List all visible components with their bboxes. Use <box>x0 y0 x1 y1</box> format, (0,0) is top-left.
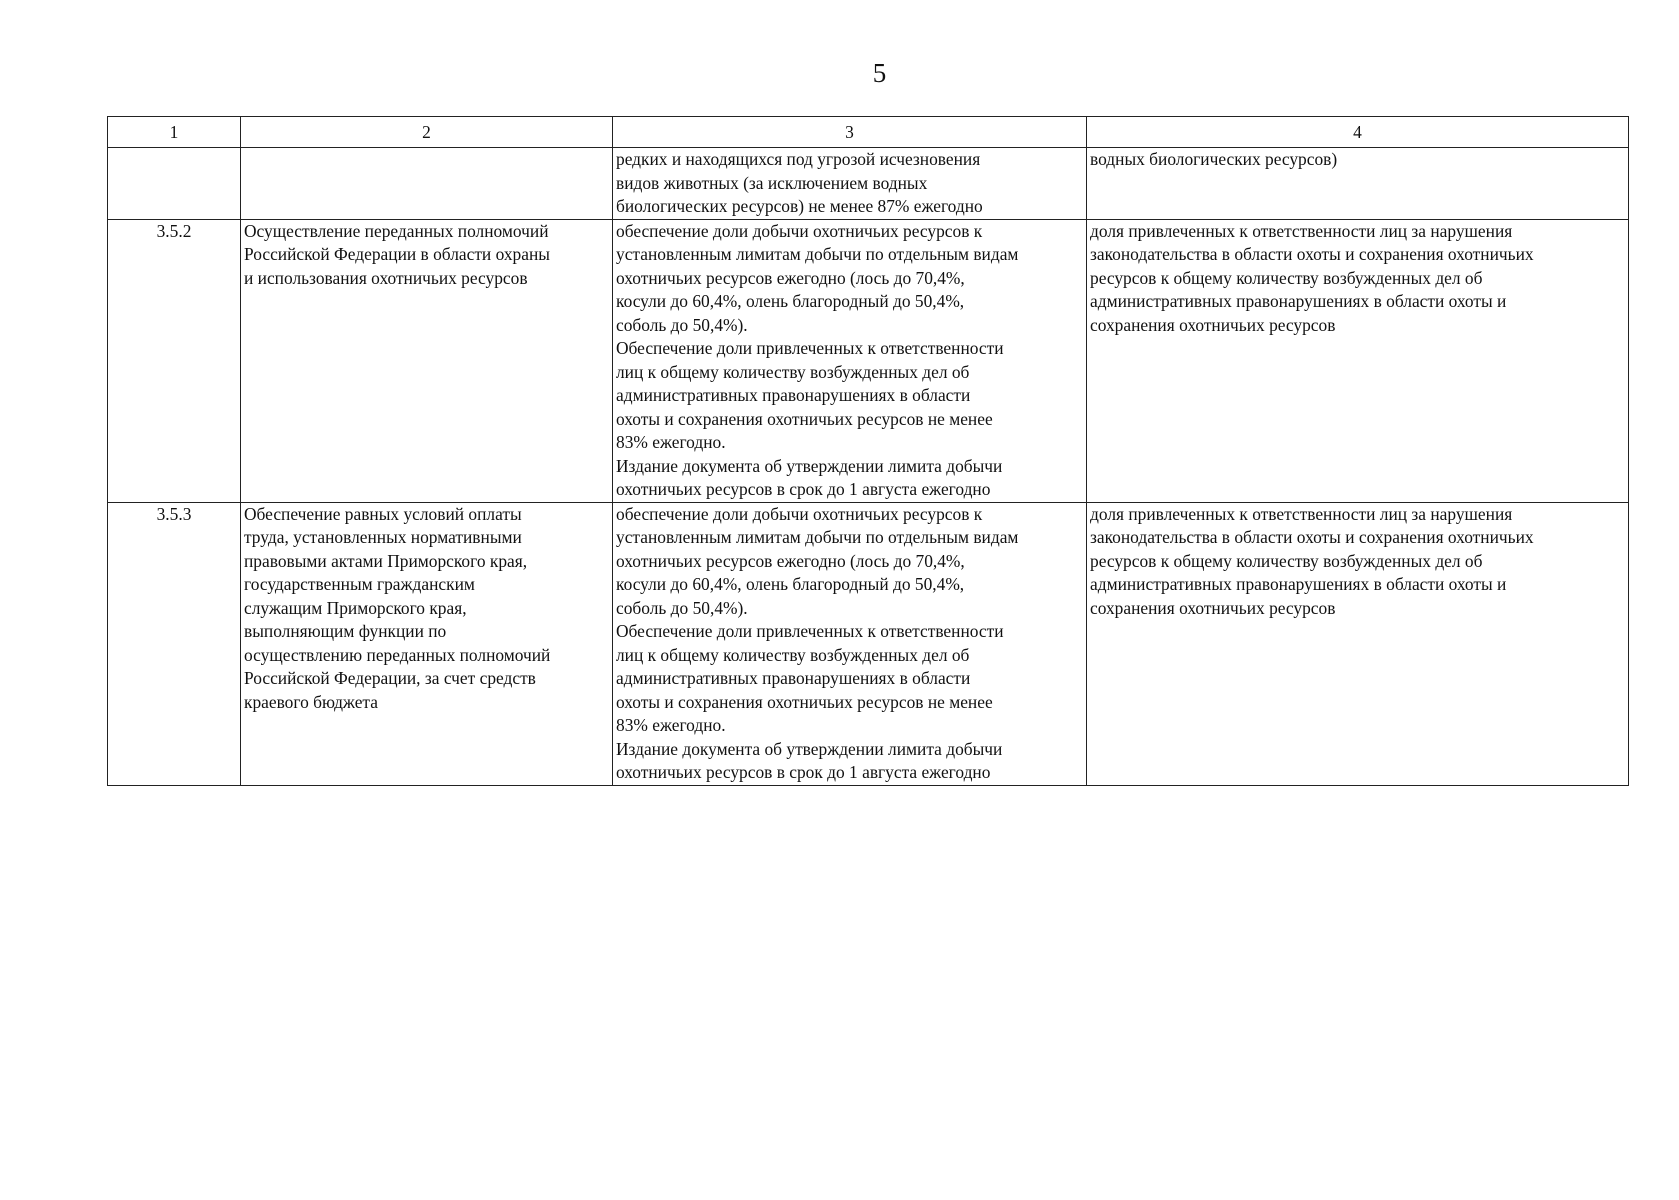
column-header: 3 <box>613 117 1087 148</box>
table-row <box>108 219 1629 502</box>
activity-name-line: Российской Федерации, за счет средств <box>244 668 536 688</box>
column-header: 4 <box>1087 117 1629 148</box>
program-table <box>107 116 1629 786</box>
result-cell <box>1087 148 1629 220</box>
indicator-line: охоты и сохранения охотничьих ресурсов не менее <box>616 408 993 429</box>
indicator-line: административных правонарушениях в области <box>616 385 971 405</box>
indicator-line: соболь до 50,4%). <box>616 597 748 618</box>
table-row <box>108 148 1629 220</box>
table-header-row <box>108 117 1629 148</box>
indicator-line: охоты и сохранения охотничьих ресурсов не менее <box>616 691 993 712</box>
indicator-line: 83% ежегодно. <box>616 432 726 452</box>
row-number-cell <box>108 148 241 220</box>
row-number: 3.5.3 <box>156 503 192 524</box>
activity-name-line: служащим Приморского края, <box>244 597 467 618</box>
activity-name-line: и использования охотничьих ресурсов <box>244 267 528 288</box>
activity-name-cell <box>241 148 613 220</box>
indicator-line: охотничьих ресурсов в срок до 1 августа ежегодно <box>616 762 991 782</box>
indicator-line: обеспечение доли добычи охотничьих ресурсов к <box>616 220 983 241</box>
result-line: административных правонарушениях в области охоты и <box>1090 574 1507 594</box>
result-line: ресурсов к общему количеству возбужденных дел об <box>1090 267 1483 288</box>
indicator-line: редких и находящихся под угрозой исчезновения <box>616 149 981 169</box>
result-cell <box>1087 219 1629 502</box>
result-line: водных биологических ресурсов) <box>1090 149 1338 169</box>
indicator-cell <box>613 219 1087 502</box>
result-line: сохранения охотничьих ресурсов <box>1090 597 1336 618</box>
indicator-line: Обеспечение доли привлеченных к ответственности <box>616 621 1004 641</box>
indicator-line: обеспечение доли добычи охотничьих ресурсов к <box>616 503 983 524</box>
indicator-line: биологических ресурсов) не менее 87% ежегодно <box>616 196 983 216</box>
activity-name-line: Обеспечение равных условий оплаты <box>244 503 522 524</box>
activity-name-line: правовыми актами Приморского края, <box>244 550 528 571</box>
result-line: доля привлеченных к ответственности лиц за нарушения <box>1090 220 1513 241</box>
activity-name-cell <box>241 502 613 785</box>
column-header: 2 <box>241 117 613 148</box>
indicator-line: установленным лимитам добычи по отдельным видам <box>616 244 1019 264</box>
row-number-cell <box>108 219 241 502</box>
indicator-line: Обеспечение доли привлеченных к ответственности <box>616 338 1004 358</box>
activity-name-line: Осуществление переданных полномочий <box>244 220 549 241</box>
indicator-line: установленным лимитам добычи по отдельным видам <box>616 527 1019 547</box>
activity-name-line: осуществлению переданных полномочий <box>244 644 551 665</box>
indicator-line: Издание документа об утверждении лимита добычи <box>616 738 1003 759</box>
activity-name-line: Российской Федерации в области охраны <box>244 244 550 264</box>
indicator-line: косули до 60,4%, олень благородный до 50,4%, <box>616 574 965 594</box>
indicator-line: соболь до 50,4%). <box>616 314 748 335</box>
indicator-cell <box>613 148 1087 220</box>
result-line: сохранения охотничьих ресурсов <box>1090 314 1336 335</box>
result-line: законодательства в области охоты и сохранения охотничьих <box>1090 527 1534 547</box>
indicator-line: 83% ежегодно. <box>616 715 726 735</box>
indicator-cell <box>613 502 1087 785</box>
activity-name-cell <box>241 219 613 502</box>
page-number: 5 <box>872 58 887 88</box>
result-line: ресурсов к общему количеству возбужденных дел об <box>1090 550 1483 571</box>
indicator-line: видов животных (за исключением водных <box>616 172 928 193</box>
indicator-line: лиц к общему количеству возбужденных дел об <box>616 361 970 382</box>
result-cell <box>1087 502 1629 785</box>
indicator-line: административных правонарушениях в области <box>616 668 971 688</box>
activity-name-line: краевого бюджета <box>244 691 378 712</box>
activity-name-line: выполняющим функции по <box>244 621 447 641</box>
indicator-line: охотничьих ресурсов ежегодно (лось до 70,4%, <box>616 267 965 288</box>
indicator-line: косули до 60,4%, олень благородный до 50,4%, <box>616 291 965 311</box>
indicator-line: охотничьих ресурсов в срок до 1 августа ежегодно <box>616 479 991 499</box>
column-header: 1 <box>108 117 241 148</box>
row-number: 3.5.2 <box>156 220 192 241</box>
table-row <box>108 502 1629 785</box>
row-number-cell <box>108 502 241 785</box>
activity-name-line: труда, установленных нормативными <box>244 527 522 547</box>
indicator-line: Издание документа об утверждении лимита добычи <box>616 455 1003 476</box>
result-line: доля привлеченных к ответственности лиц за нарушения <box>1090 503 1513 524</box>
result-line: законодательства в области охоты и сохранения охотничьих <box>1090 244 1534 264</box>
result-line: административных правонарушениях в области охоты и <box>1090 291 1507 311</box>
indicator-line: лиц к общему количеству возбужденных дел об <box>616 644 970 665</box>
activity-name-line: государственным гражданским <box>244 574 475 594</box>
indicator-line: охотничьих ресурсов ежегодно (лось до 70,4%, <box>616 550 965 571</box>
